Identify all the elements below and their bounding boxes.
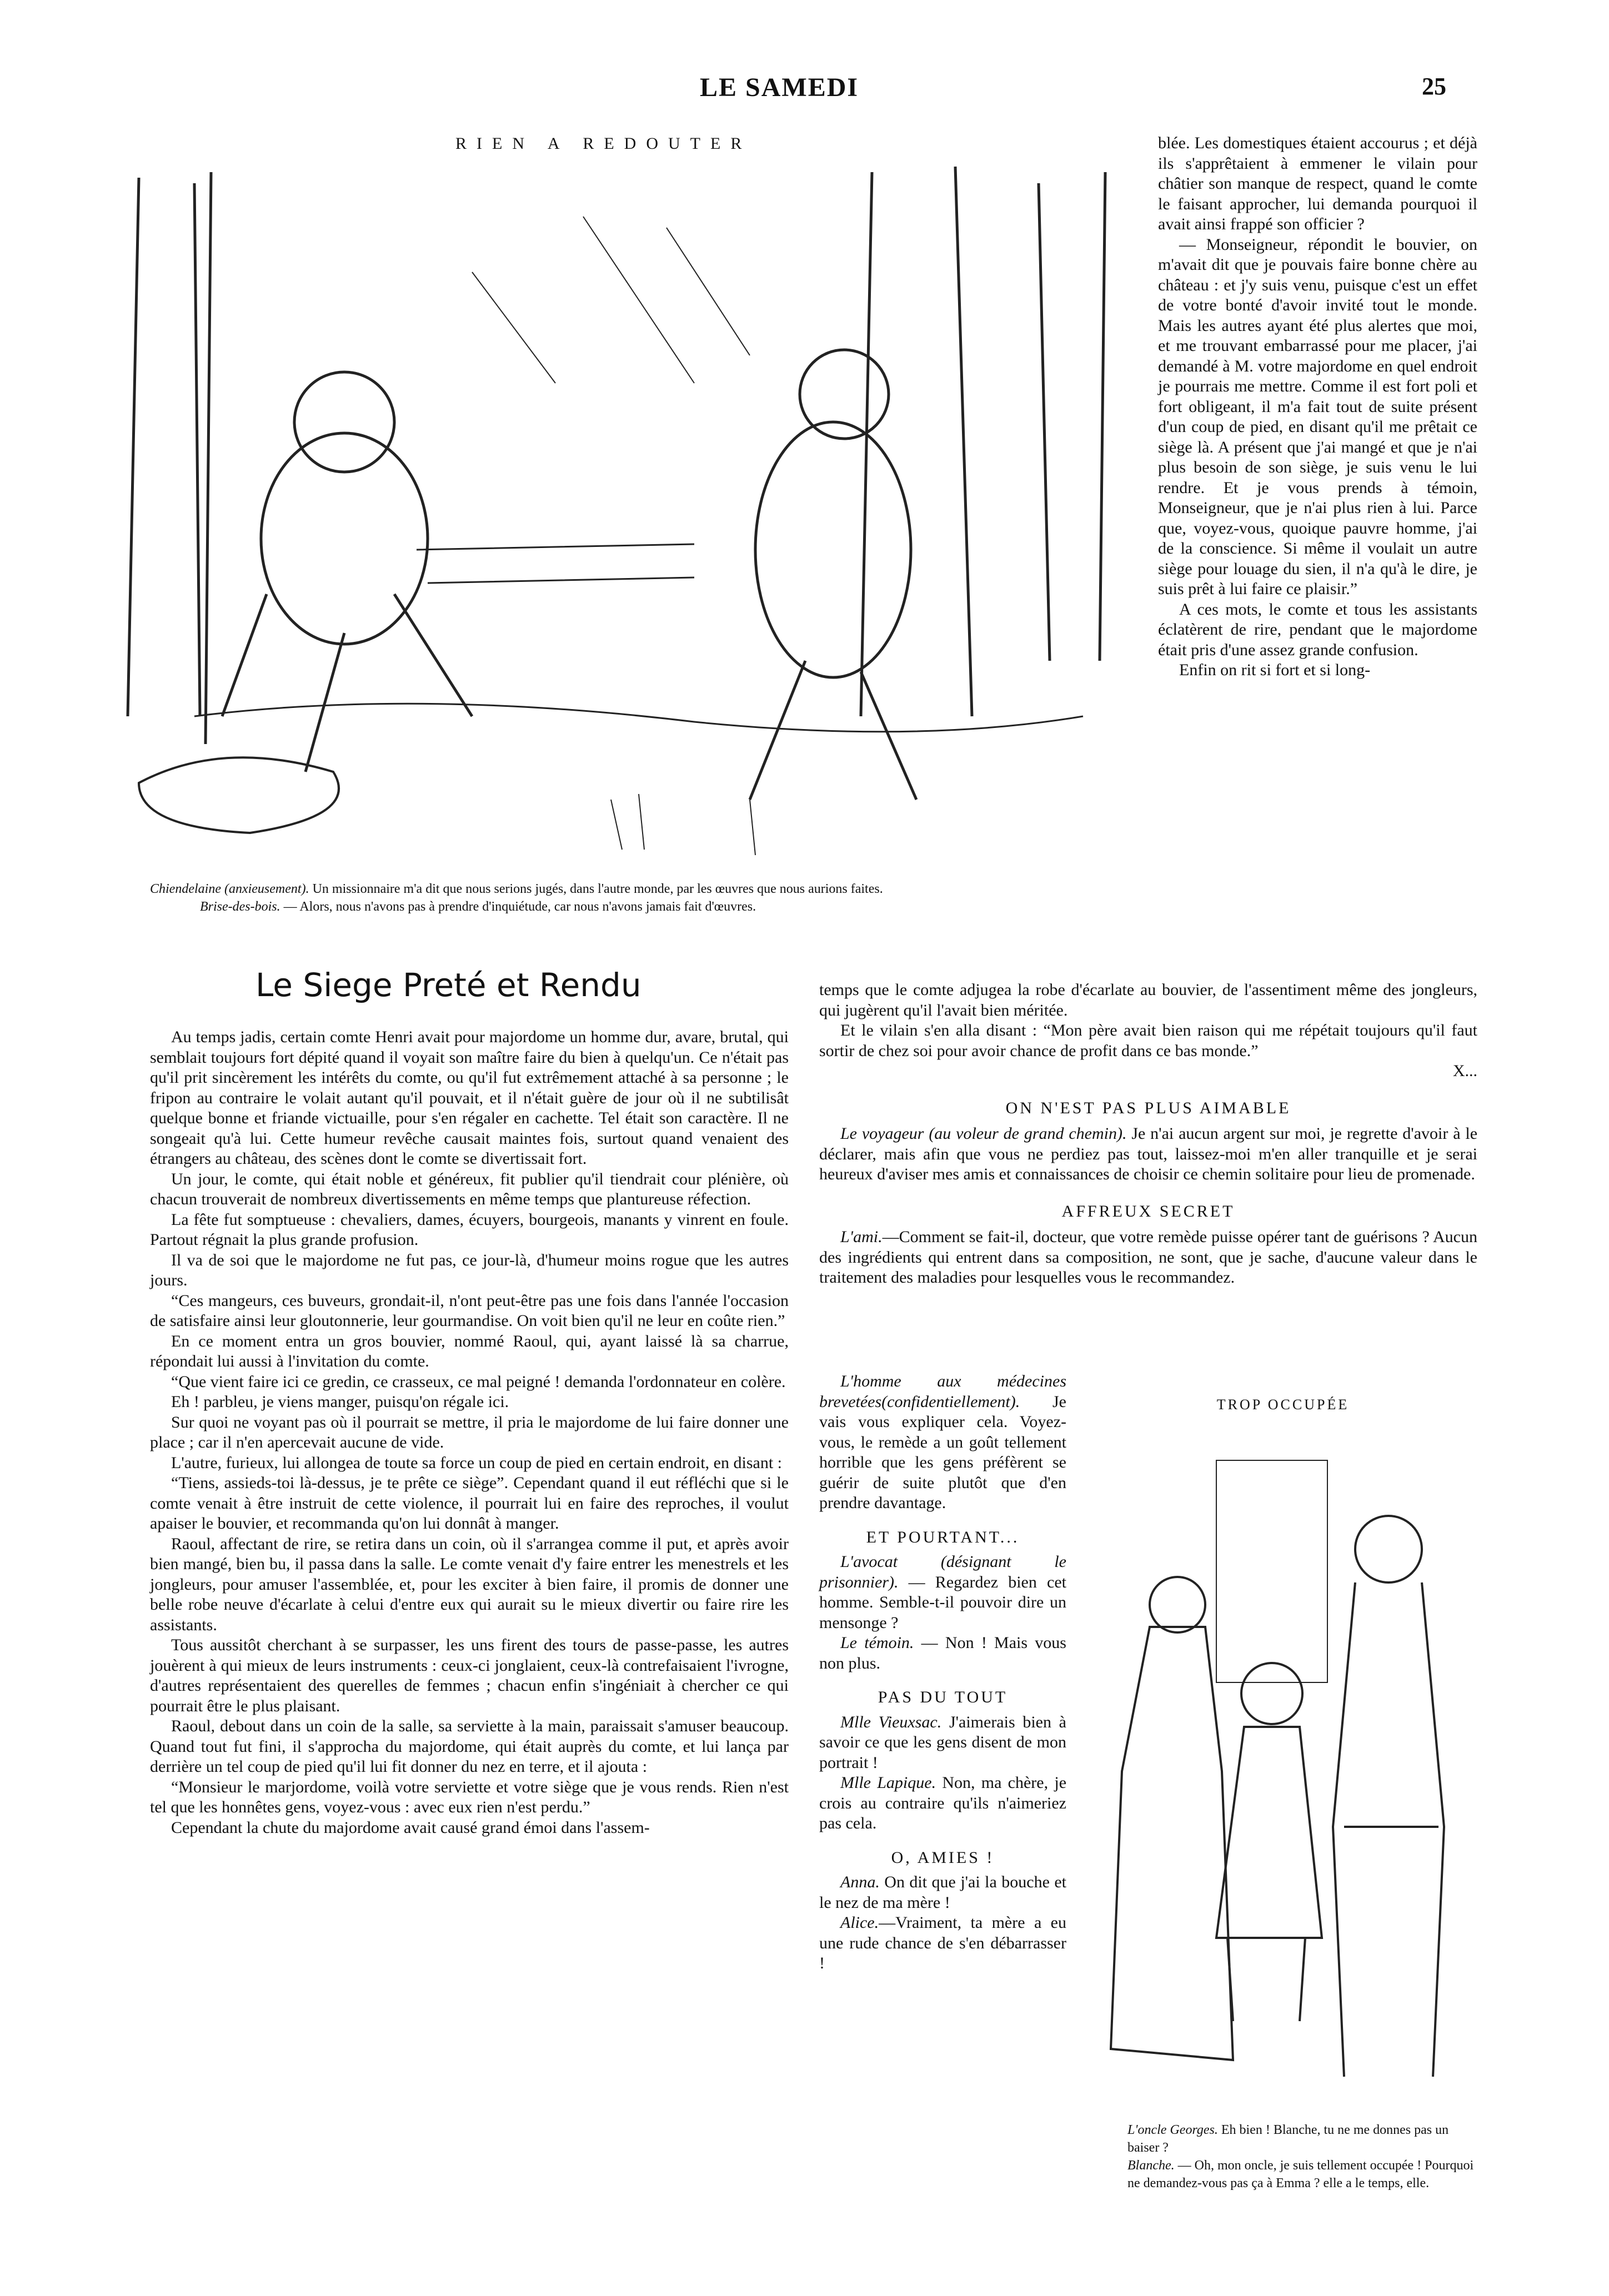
illustration2-caption (1127, 2121, 1483, 2192)
story-right-column (1158, 133, 1477, 681)
amies-text-1: On dit que j'ai la bouche et le nez de ma mère ! (819, 1873, 1067, 1912)
amies-speaker-2: Alice. (840, 1913, 879, 1932)
piece-title-amies: O, AMIES ! (891, 1848, 995, 1867)
caption2-text-1: Eh bien ! Blanche, tu ne me donnes pas un baiser ? (1127, 2123, 1449, 2155)
caption-speaker-2: Brise-des-bois. (200, 900, 280, 914)
pourtant-text-1: — Regardez bien cet homme. Semble-t-il pouvoir dire un mensonge ? (819, 1572, 1066, 1632)
story-paragraph: La fête fut somptueuse : chevaliers, dames, écuyers, bourgeois, manants y vinrent en foule. Partout régnait la plus grande profusion. (150, 1210, 789, 1249)
story-paragraph: temps que le comte adjugea la robe d'écarlate au bouvier, de l'assentiment même des jongleurs, qui jugèrent qu'il l'avait bien méritée. (819, 981, 1477, 1019)
illustration-title: RIEN A REDOUTER (455, 134, 752, 153)
secret-speaker-2: L'homme aux médecines brevetées(confidentiellement). (819, 1372, 1066, 1411)
story-paragraph: “Tiens, assieds-toi là-dessus, je te prête ce siège”. Cependant quand il eut réfléchi que si le comte venait à être instruit de cette violence, il pourrait lui en faire des reproches, il voulut apaiser le bouvier, et recommanda qu'on lui donnât à manger. (150, 1474, 789, 1533)
illustration-caption (150, 880, 1127, 916)
secret-speaker-1: L'ami. (840, 1228, 883, 1246)
magazine-title: LE SAMEDI (700, 73, 859, 102)
story-paragraph: A ces mots, le comte et tous les assistants éclatèrent de rire, pendant que le majordome était pris d'une assez grande confusion. (1158, 600, 1477, 659)
story-paragraph: blée. Les domestiques étaient accourus ; et déjà ils s'apprêtaient à emmener le vilain pour châtier son manque de respect, quand le comte le faisant approcher, lui demanda pourquoi il avait ainsi frappé son officier ? (1158, 134, 1477, 233)
caption2-speaker-1: L'oncle Georges. (1127, 2123, 1218, 2137)
story-paragraph: Sur quoi ne voyant pas où il pourrait se mettre, il pria le majordome de lui faire donner une place ; car il n'en apercevait aucune de vide. (150, 1413, 789, 1451)
story-left-column (150, 1027, 789, 1838)
pasdutout-text-1: J'aimerais bien à savoir ce que les gens disent de mon portrait ! (819, 1712, 1066, 1772)
story-paragraph: Raoul, debout dans un coin de la salle, sa serviette à la main, paraissait s'amuser beaucoup. Quand tout fut fini, il s'approcha du majordome, qui était auprès du comte, et lui lança par derrière un tel coup de pied qu'il lui fit donner du nez en terre, et il ajouta : (150, 1717, 789, 1776)
story-paragraph: Un jour, le comte, qui était noble et généreux, fit publier qu'il tiendrait cour plénière, où chacun trouverait de nombreux divertissements en même temps que plantureuse réfection. (150, 1169, 789, 1208)
pasdutout-text-2: Non, ma chère, je crois au contraire qu'ils n'aimeriez pas cela. (819, 1774, 1067, 1832)
secret-text-2: Je vais vous expliquer cela. Voyez-vous, le remède a un goût tellement horrible que les gens préfèrent se guérir de suite plutôt que d'en prendre davantage. (819, 1392, 1066, 1512)
family-illustration (1089, 1438, 1488, 2121)
piece-title-pasdutout: PAS DU TOUT (878, 1688, 1008, 1706)
pourtant-speaker-2: Le témoin. (840, 1634, 914, 1652)
story-title: Le Siege Preté et Rendu (255, 966, 641, 1004)
illustration2-title: TROP OCCUPÉE (1216, 1396, 1350, 1413)
story-paragraph: Cependant la chute du majordome avait causé grand émoi dans l'assem- (171, 1818, 650, 1837)
aimable-text: Je n'ai aucun argent sur moi, je regrette d'avoir à le déclarer, mais afin que vous ne perdiez pas tout, laissez-moi m'en aller tranquille et je serai heureux d'aviser mes amis et connaissances de choisir ce chemin solitaire pour lieu de promenade. (819, 1124, 1478, 1183)
story-paragraph: “Ces mangeurs, ces buveurs, grondait-il, n'ont peut-être pas une fois dans l'année l'occasion de satisfaire ainsi leur gloutonnerie, leur gourmandise. On voit bien qu'il ne leur en coûte rien.” (150, 1291, 789, 1330)
story-paragraph: Tous aussitôt cherchant à se surpasser, les uns firent des tours de passe-passe, les autres jouèrent à qui mieux de leurs instruments : ceux-ci jonglaient, ceux-là contrefaisaient l'ivrogne, d'autres représentaient des querelles de femmes ; chacun enfin s'ingéniait à chercher ce qui pourrait être le plus plaisant. (150, 1636, 789, 1715)
amies-speaker-1: Anna. (840, 1873, 880, 1891)
piece-title-pourtant: ET POURTANT... (866, 1528, 1020, 1546)
piece-title-aimable: ON N'EST PAS PLUS AIMABLE (1005, 1098, 1291, 1117)
story-paragraph: Raoul, affectant de rire, se retira dans un coin, où il s'arrangea comme il put, et après avoir bien mangé, bien bu, il passa dans la salle. Le comte venait d'y faire entrer les menestrels et les jongleurs, pour amuser l'assemblée, et, pour les exciter à bien faire, il promis de donner une belle robe neuve d'écarlate à celui d'entre eux qui aurait su le mieux divertir ou faire rire les assistants. (150, 1534, 789, 1634)
pourtant-text-2: — Non ! Mais vous non plus. (819, 1634, 1066, 1672)
story-paragraph: L'autre, furieux, lui allongea de toute sa force un coup de pied en certain endroit, en disant : (171, 1453, 782, 1472)
story-paragraph: “Que vient faire ici ce gredin, ce crasseux, ce mal peigné ! demanda l'ordonnateur en colère. (171, 1372, 786, 1391)
story-paragraph: Au temps jadis, certain comte Henri avait pour majordome un homme dur, avare, brutal, qui semblait toujours fort dépité quand il voyait son maître faire du bien à quelqu'un. Ce n'était pas qu'il prit sincèrement les intérêts du comte, ou qu'il fut extrêmement attaché à sa personne ; le fripon au contraire le volait autant qu'il pouvait, et il n'était guère de jour où il ne subtilisât quelque bonne et friande victuaille, pour s'en régaler en cachette. Tel était son caractère. Il ne songeait qu'à lui. Cette humeur revêche causait maintes fois, surtout quand venaient des étrangers au château, des scènes dont le comte se divertissait fort. (150, 1028, 789, 1168)
short-pieces-column (819, 1371, 1066, 1974)
story-paragraph: “Monsieur le marjordome, voilà votre serviette et votre siège que je vous rends. Rien n'est tel que les honnêtes gens, voyez-vous : avec eux rien n'est perdu.” (150, 1777, 789, 1816)
caption-text-2: — Alors, nous n'avons pas à prendre d'inquiétude, car nous n'avons jamais fait d'œuvres. (283, 900, 756, 914)
piece-title-secret: AFFREUX SECRET (1061, 1202, 1235, 1220)
story-paragraph: — Monseigneur, répondit le bouvier, on m'avait dit que je pouvais faire bonne chère au château : et j'y suis venu, puisque c'est un effet de votre bonté d'avoir invité tout le monde. Mais les autres ayant été plus alertes que moi, et me trouvant embarrassé pour me placer, j'ai demandé à M. votre majordome en quel endroit je pourrais me mettre. Comme il est fort poli et fort obligeant, il m'a fait tout de suite présent d'un coup de pied, en disant qu'il me prêtait ce siège là. A présent que j'ai mangé et que je n'ai plus besoin de son siège, je suis venu le lui rendre. Et je vous prends à témoin, Monseigneur, que je n'ai plus rien à lui. Parce que, voyez-vous, quoique pauvre homme, j'ai de la conscience. Si même il voulait un autre siège pour louage du sien, il n'a qu'à le dire, je suis prêt à lui faire ce plaisir.” (1158, 235, 1477, 598)
story-paragraph: En ce moment entra un gros bouvier, nommé Raoul, qui, ayant laissé là sa charrue, répondait lui aussi à l'invitation du comte. (150, 1332, 789, 1370)
page-number: 25 (1422, 73, 1446, 100)
story-paragraph: Et le vilain s'en alla disant : “Mon père avait bien raison qui me répétait toujours qu'il faut sortir de chez soi pour avoir chance de profit dans ce bas monde.” (819, 1021, 1477, 1060)
forest-illustration (83, 161, 1139, 872)
story-middle-column (819, 980, 1477, 1288)
aimable-speaker: Le voyageur (au voleur de grand chemin). (840, 1124, 1127, 1143)
caption-speaker-1: Chiendelaine (anxieusement). (150, 882, 309, 896)
caption-text-1: Un missionnaire m'a dit que nous serions jugés, dans l'autre monde, par les œuvres que nous aurions faites. (312, 882, 883, 896)
pourtant-speaker-1: L'avocat (désignant le prisonnier). (819, 1553, 1066, 1591)
story-paragraph: Enfin on rit si fort et si long- (1179, 661, 1371, 679)
pasdutout-speaker-1: Mlle Vieuxsac. (840, 1712, 942, 1731)
caption2-text-2: — Oh, mon oncle, je suis tellement occupée ! Pourquoi ne demandez-vous pas ça à Emma ? elle a le temps, elle. (1127, 2158, 1474, 2191)
story-paragraph: Il va de soi que le majordome ne fut pas, ce jour-là, d'humeur moins rogue que les autres jours. (150, 1250, 789, 1289)
secret-text-1: —Comment se fait-il, docteur, que votre remède puisse opérer tant de guérisons ? Aucun des ingrédients qui entrent dans sa composition, ne sont, que je sache, d'aucune valeur dans le traitement des maladies pour lesquelles vous le recommandez. (819, 1228, 1477, 1287)
amies-text-2: —Vraiment, ta mère a eu une rude chance de s'en débarrasser ! (819, 1913, 1066, 1972)
caption2-speaker-2: Blanche. (1127, 2158, 1175, 2173)
story-paragraph: Eh ! parbleu, je viens manger, puisqu'on régale ici. (171, 1393, 509, 1411)
story-signature: X... (1452, 1062, 1477, 1080)
pasdutout-speaker-2: Mlle Lapique. (840, 1774, 936, 1792)
